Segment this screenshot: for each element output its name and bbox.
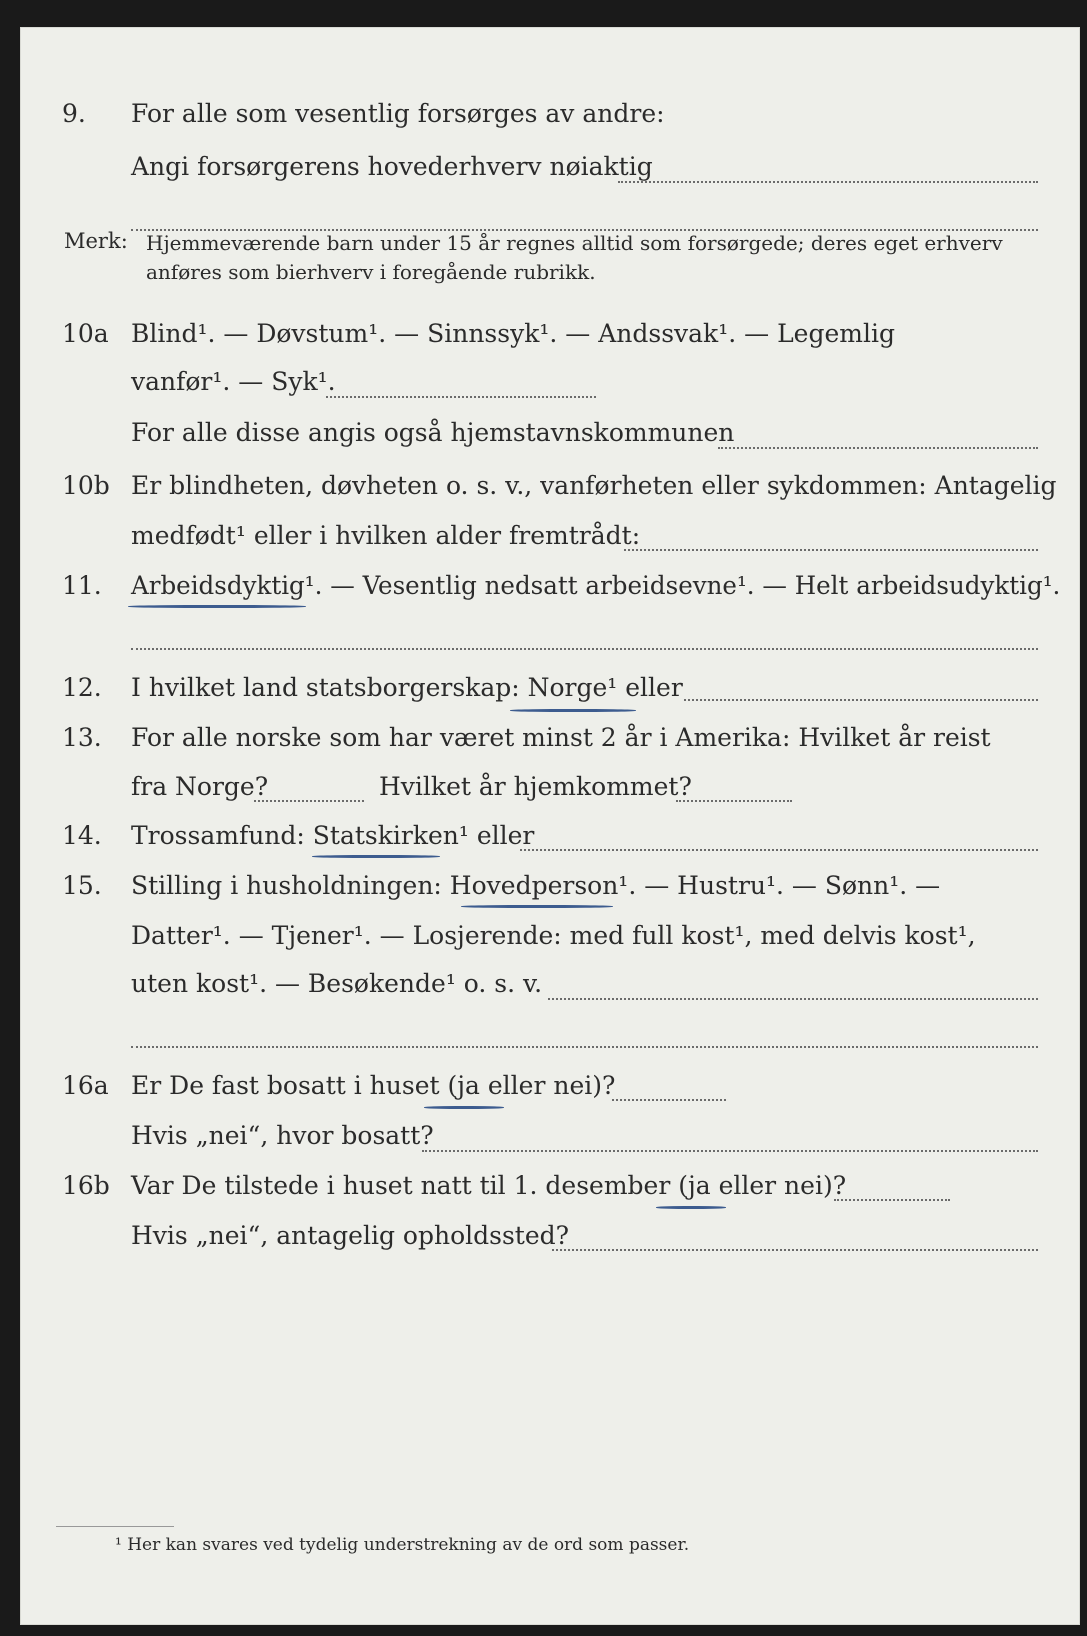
q10b-line1: [20, 463, 1080, 509]
q16b-followup: Hvis „nei“, antagelig opholdssted?: [131, 1221, 570, 1250]
q11-options: Arbeidsdyktig¹. — Vesentlig nedsatt arbeidsevne¹. — Helt arbeidsudyktig¹.: [131, 571, 1061, 600]
q10a-line1: [20, 311, 1080, 357]
handwritten-underline-norge: [510, 709, 636, 712]
q10b-answer-line[interactable]: [624, 549, 1038, 551]
q15-answer-line-2[interactable]: [131, 1046, 1038, 1048]
q13-hjemkommet-answer-line[interactable]: [676, 800, 792, 802]
footnote: ¹ Her kan svares ved tydelig understrekning av de ord som passer.: [115, 1535, 690, 1555]
q16b-question: Var De tilstede i huset natt til 1. desember (ja eller nei)?: [131, 1171, 847, 1200]
q10b-question-2: medfødt¹ eller i hvilken alder fremtrådt:: [131, 521, 641, 550]
q13-hjemkommet: Hvilket år hjemkommet?: [379, 772, 692, 801]
q10a-options: Blind¹. — Døvstum¹. — Sinnssyk¹. — Andssvak¹. — Legemlig: [131, 319, 895, 348]
q14-answer-line[interactable]: [520, 849, 1038, 851]
q11-line1: [20, 563, 1080, 609]
q13-line1: [20, 715, 1080, 761]
q13-reist-answer-line[interactable]: [254, 800, 364, 802]
q16a-number: 16a: [62, 1071, 109, 1100]
handwritten-underline-hovedperson: [461, 905, 613, 908]
merk-label: Merk:: [64, 229, 128, 253]
q10a-line3: [20, 410, 1080, 456]
q15-options: Stilling i husholdningen: Hovedperson¹. — Hustru¹. — Sønn¹. —: [131, 871, 941, 900]
q11-number: 11.: [62, 571, 102, 600]
q15-options-2: Datter¹. — Tjener¹. — Losjerende: med full kost¹, med delvis kost¹,: [131, 921, 976, 950]
q15-line2: [20, 913, 1080, 959]
q12-number: 12.: [62, 673, 102, 702]
q9-number: 9.: [62, 99, 86, 128]
q16a-followup-answer-line[interactable]: [422, 1150, 1038, 1152]
q10a-number: 10a: [62, 319, 109, 348]
q13-question: For alle norske som har været minst 2 år i Amerika: Hvilket år reist: [131, 723, 991, 752]
q13-line2: [20, 764, 1080, 810]
q12-question: I hvilket land statsborgerskap: Norge¹ eller: [131, 673, 683, 702]
q16a-question: Er De fast bosatt i huset (ja eller nei)?: [131, 1071, 616, 1100]
q10b-number: 10b: [62, 471, 110, 500]
q10b-question: Er blindheten, døvheten o. s. v., vanførheten eller sykdommen: Antagelig: [131, 471, 1057, 500]
q14-line1: [20, 813, 1080, 859]
census-form-page: [20, 27, 1080, 1625]
q9-instruction: Angi forsørgerens hovederhverv nøiaktig: [131, 152, 653, 181]
handwritten-underline-arbeidsdyktig: [128, 605, 306, 608]
q16b-line2: [20, 1213, 1080, 1259]
q11-answer-line[interactable]: [131, 648, 1038, 650]
q10a-hjemstavn: For alle disse angis også hjemstavnskommunen: [131, 418, 735, 447]
q9-answer-line[interactable]: [618, 181, 1038, 183]
q16a-answer-line[interactable]: [612, 1099, 726, 1101]
footnote-rule: [56, 1526, 174, 1527]
q10a-syk-answer-line[interactable]: [326, 396, 596, 398]
q9-heading: For alle som vesentlig forsørges av andre:: [131, 99, 665, 128]
q16b-followup-answer-line[interactable]: [552, 1249, 1038, 1251]
q13-number: 13.: [62, 723, 102, 752]
q15-line1: [20, 863, 1080, 909]
handwritten-underline-ja: [424, 1106, 504, 1109]
q15-line3: [20, 961, 1080, 1007]
q15-number: 15.: [62, 871, 102, 900]
q16b-number: 16b: [62, 1171, 110, 1200]
q16a-followup: Hvis „nei“, hvor bosatt?: [131, 1121, 434, 1150]
q15-answer-line[interactable]: [548, 998, 1038, 1000]
q10b-line2: [20, 513, 1080, 559]
q14-number: 14.: [62, 821, 102, 850]
handwritten-underline-statskirken: [312, 855, 440, 858]
q16b-line1: [20, 1163, 1080, 1209]
merk-text-2: anføres som bierhverv i foregående rubrikk.: [146, 260, 596, 284]
merk-text-1: Hjemmeværende barn under 15 år regnes alltid som forsørgede; deres eget erhverv: [146, 231, 1003, 255]
q13-reist: fra Norge?: [131, 772, 269, 801]
q10a-options-2: vanfør¹. — Syk¹.: [131, 367, 336, 396]
q9-line2: [20, 144, 1080, 190]
q10a-hjemstavn-answer-line[interactable]: [718, 447, 1038, 449]
q12-line1: [20, 665, 1080, 711]
q10a-line2: [20, 359, 1080, 405]
q14-question: Trossamfund: Statskirken¹ eller: [131, 821, 535, 850]
q16a-line1: [20, 1063, 1080, 1109]
q16b-answer-line[interactable]: [834, 1199, 950, 1201]
q12-answer-line[interactable]: [684, 699, 1038, 701]
handwritten-underline-ja-2: [656, 1206, 726, 1209]
q9-line1: [20, 91, 1080, 137]
q16a-line2: [20, 1113, 1080, 1159]
q15-options-3: uten kost¹. — Besøkende¹ o. s. v.: [131, 969, 543, 998]
